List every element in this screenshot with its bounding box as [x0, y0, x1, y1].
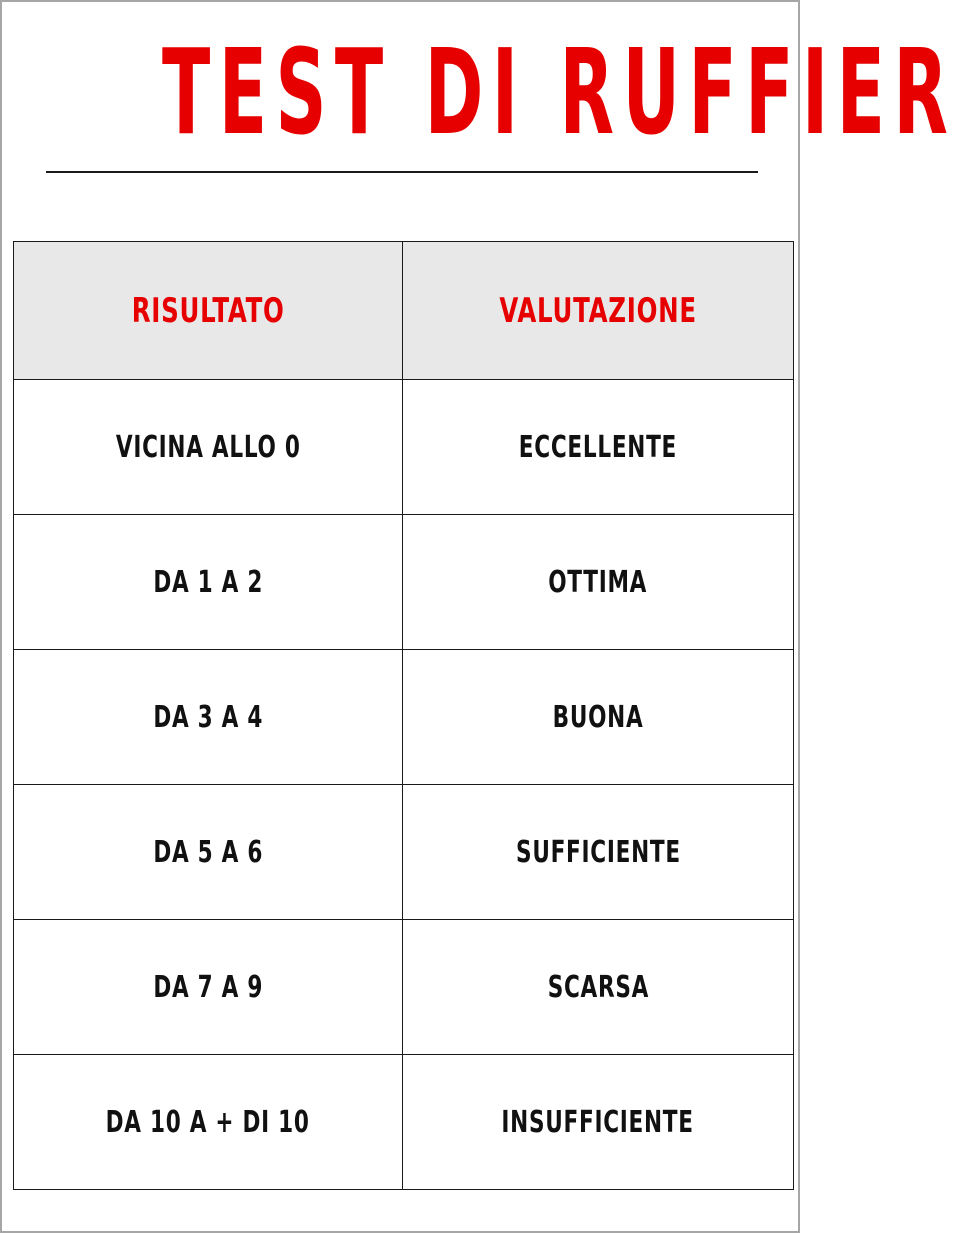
cell-label: SCARSA — [547, 969, 649, 1005]
table-row — [14, 380, 794, 515]
cell-risultato — [14, 515, 403, 650]
ruffier-table — [13, 241, 794, 1190]
page-title: TEST DI RUFFIER — [161, 23, 956, 161]
table-row — [14, 785, 794, 920]
cell-label: DA 1 A 2 — [153, 564, 263, 600]
cell-valutazione — [403, 920, 794, 1055]
cell-label: INSUFFICIENTE — [501, 1104, 695, 1140]
cell-label: DA 7 A 9 — [153, 969, 263, 1005]
cell-label: BUONA — [552, 699, 644, 735]
cell-label: DA 10 A + DI 10 — [106, 1104, 310, 1140]
cell-label: OTTIMA — [548, 564, 648, 600]
header-cell-valutazione — [403, 242, 794, 380]
cell-valutazione — [403, 380, 794, 515]
cell-valutazione — [403, 650, 794, 785]
header-label: RISULTATO — [131, 290, 285, 331]
table-row — [14, 515, 794, 650]
title-divider — [46, 171, 758, 173]
table-row — [14, 1055, 794, 1190]
cell-label: VICINA ALLO 0 — [115, 429, 301, 465]
table-row — [14, 920, 794, 1055]
cell-valutazione — [403, 785, 794, 920]
cell-valutazione — [403, 515, 794, 650]
cell-risultato — [14, 650, 403, 785]
cell-label: SUFFICIENTE — [515, 834, 681, 870]
cell-risultato — [14, 380, 403, 515]
header-cell-risultato — [14, 242, 403, 380]
table-header-row — [14, 242, 794, 380]
cell-risultato — [14, 785, 403, 920]
cell-risultato — [14, 920, 403, 1055]
header-label: VALUTAZIONE — [499, 290, 697, 331]
cell-risultato — [14, 1055, 403, 1190]
cell-label: DA 3 A 4 — [153, 699, 263, 735]
cell-label: DA 5 A 6 — [153, 834, 263, 870]
cell-valutazione — [403, 1055, 794, 1190]
cell-label: ECCELLENTE — [518, 429, 678, 465]
table-row — [14, 650, 794, 785]
